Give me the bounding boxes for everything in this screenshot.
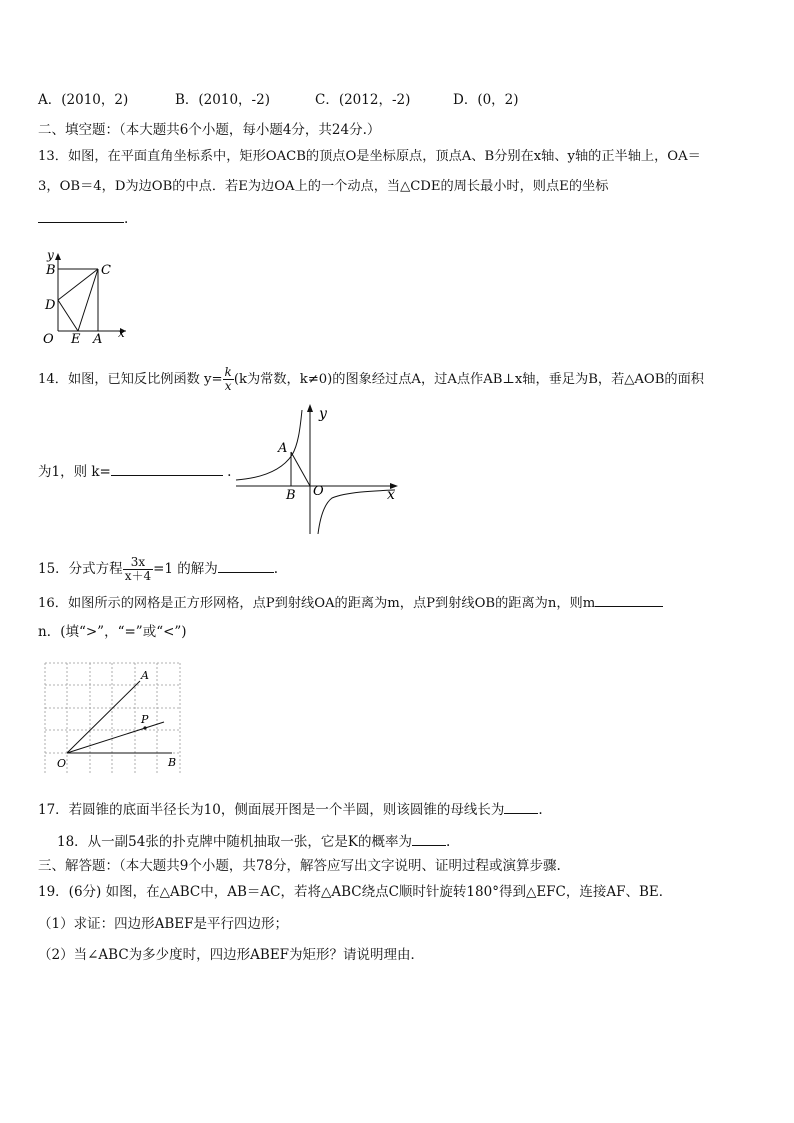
q17-answer-blank [504,800,538,814]
q13-label-d: D [45,298,56,313]
q14-figure [232,400,402,538]
q18-answer-blank [412,832,446,846]
q14-label-o: O [313,484,324,499]
q19-part1: （1）求证：四边形ABEF是平行四边形； [38,916,288,932]
section3-header: 三、解答题：（本大题共9个小题，共78分，解答应写出文字说明、证明过程或演算步骤. [38,858,561,874]
q13-label-o: O [43,332,54,345]
q12-option-a: A．(2010，2) [38,92,129,108]
q16-line2: n．(填“>”，“=”或“<”) [38,624,187,640]
q13-line1: 13．如图，在平面直角坐标系中，矩形OACB的顶点O是坐标原点，顶点A、B分别在x轴、y轴的正半轴上，OA＝ [38,149,701,164]
q14-fraction: $\frac{k}{x}$ [224,365,232,393]
q13-label-e: E [71,332,81,345]
q16-answer-blank [595,593,663,607]
q12-option-b: B．(2010，-2) [175,92,270,108]
q14-line1: 14．如图，已知反比例函数 y= $\frac{k}{x}$ (k为常数，k≠0)的图象经过点A，过A点作AB⊥x轴，垂足为B，若△AOB的面积 [38,365,704,393]
q14-label-a: A [278,441,288,456]
q12-option-d: D．(0，2) [453,92,519,108]
q13-answer-blank [38,209,124,223]
q16-label-o: O [57,757,67,770]
q18-line: 18．从一副54张的扑克牌中随机抽取一张，它是K的概率为 . [57,834,451,850]
q16-label-b: B [168,756,177,769]
q14-label-y: y [319,406,327,422]
q13-label-a: A [93,332,103,345]
q13-figure [38,245,134,345]
q16-label-p: P [141,713,149,726]
q19-part2: （2）当∠ABC为多少度时，四边形ABEF为矩形？请说明理由． [38,947,425,963]
q17-line: 17．若圆锥的底面半径长为10，侧面展开图是一个半圆，则该圆锥的母线长为 . [38,802,543,818]
q13-answer-line: . [38,209,128,228]
q19-line1: 19．(6分) 如图，在△ABC中，AB＝AC，若将△ABC绕点C顺时针旋转180°得到△EFC，连接AF、BE． [38,884,673,900]
q15-answer-blank [218,559,274,573]
q14-answer-blank [111,462,223,476]
q13-label-x: x [118,326,125,340]
q13-label-c: C [101,263,111,278]
q13-label-b: B [46,263,56,278]
section2-header: 二、填空题：（本大题共6个小题，每小题4分，共24分.） [38,122,381,138]
q15-fraction: $\frac{3x}{x+4}$ [124,555,152,583]
q16-figure [40,658,185,773]
q15-line: 15．分式方程 $\frac{3x}{x+4}$ =1 的解为 . [38,555,279,583]
q13-label-y: y [47,248,54,262]
q14-label-b: B [286,488,296,503]
q16-label-a: A [141,669,149,682]
q12-option-c: C．(2012，-2) [315,92,411,108]
q16-line1: 16．如图所示的网格是正方形网格，点P到射线OA的距离为m，点P到射线OB的距离为n，则m [38,593,663,613]
q14-line2: 为1，则 k= . [38,464,232,480]
q13-line2: 3，OB＝4，D为边OB的中点．若E为边OA上的一个动点，当△CDE的周长最小时，则点E的坐标 [38,179,609,194]
q14-label-x: x [387,487,395,503]
